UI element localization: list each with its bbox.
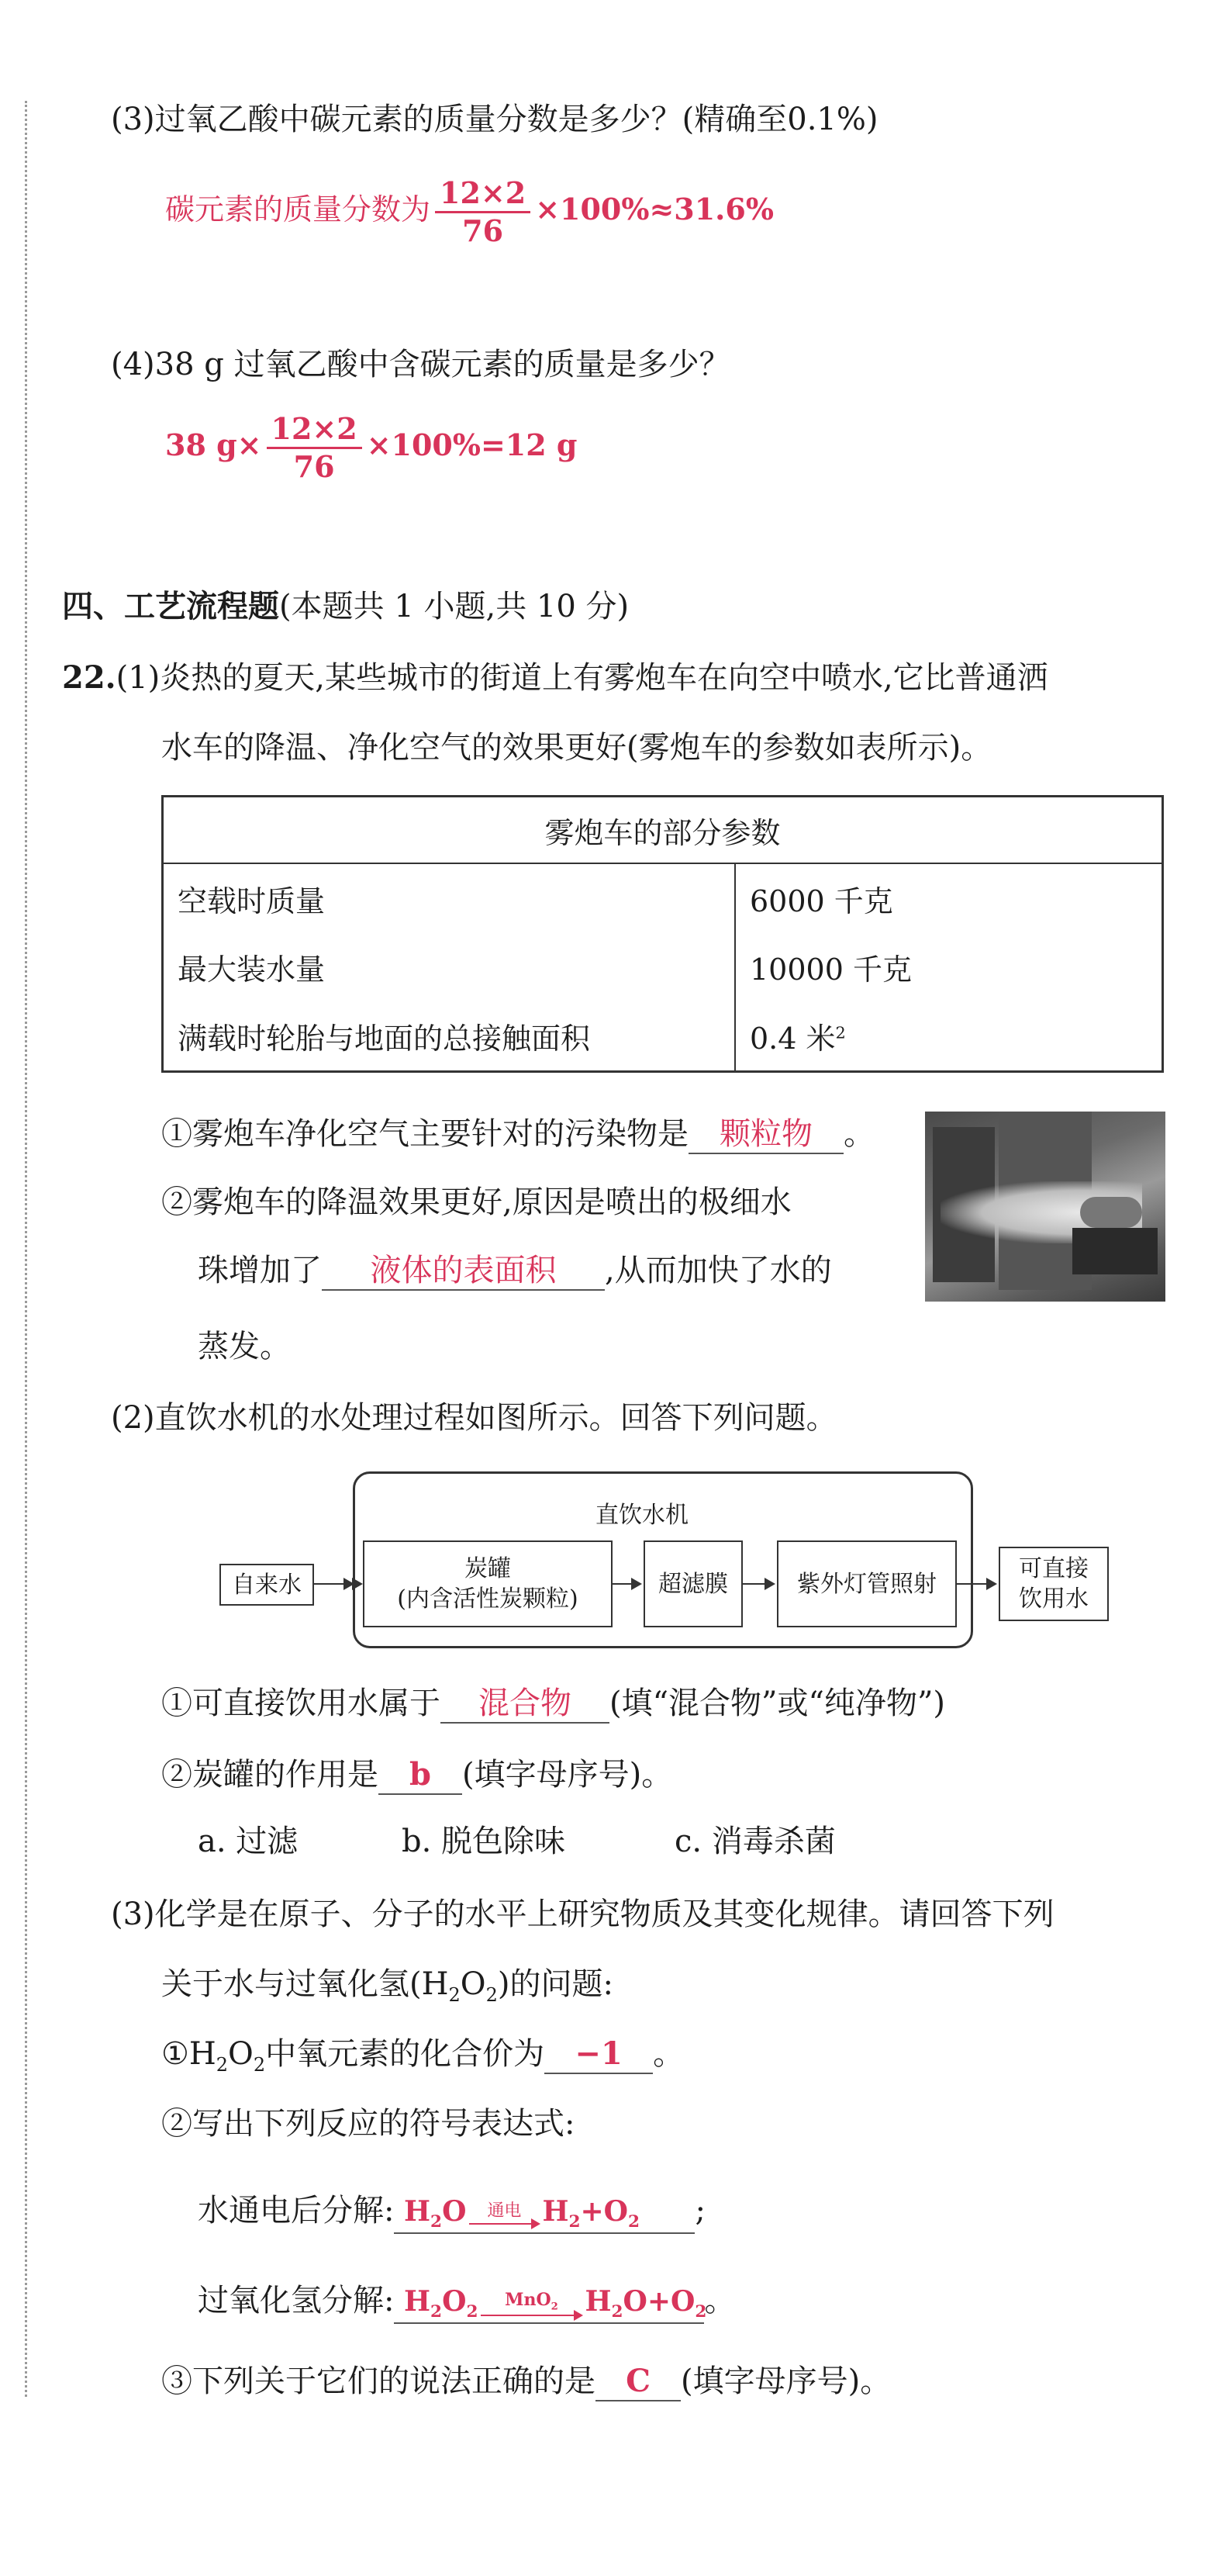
q21-part4-question: (4)38 g 过氧乙酸中含碳元素的质量是多少？ <box>111 347 730 382</box>
table-row <box>163 932 1163 1001</box>
flow-arrow <box>955 1583 996 1585</box>
section-4-title-bold: 四、工艺流程题 <box>62 588 279 624</box>
subscript: 2 <box>628 2212 640 2232</box>
subscript: 2 <box>430 2212 443 2232</box>
q22-part1-sub2-line3: 蒸发。 <box>198 1329 291 1364</box>
q21-part3-answer-suffix: ×100%≈31.6% <box>535 191 774 226</box>
sub1-answer-blank: 颗粒物 <box>689 1115 844 1154</box>
output-line1: 可直接 <box>1019 1555 1089 1582</box>
p2-sub1-answer-blank: 混合物 <box>440 1685 609 1724</box>
sub1-prefix: ①雾炮车净化空气主要针对的污染物是 <box>161 1116 689 1152</box>
subscript: 2 <box>568 2212 581 2232</box>
q21-part3-fraction <box>435 177 530 247</box>
sub2-answer-blank: 液体的表面积 <box>322 1252 605 1291</box>
reaction-2-answer-blank <box>394 2285 707 2324</box>
p2-sub1-suffix: (填“混合物”或“纯净物”) <box>609 1686 946 1721</box>
fog-cannon-params-table <box>161 795 1164 1073</box>
reaction-2 <box>198 2282 735 2324</box>
p3-sub3-suffix: (填字母序号)。 <box>681 2363 892 2399</box>
p2-sub2-suffix: (填字母序号)。 <box>462 1757 673 1793</box>
output-drinking-water-box <box>999 1547 1109 1621</box>
q22-part1-line2: 水车的降温、净化空气的效果更好(雾炮车的参数如表所示)。 <box>161 730 992 766</box>
text-fragment: O <box>228 2036 254 2072</box>
carbon-tank-box <box>363 1540 613 1627</box>
flow-arrow <box>611 1583 640 1585</box>
q21-part3-question: (3)过氧乙酸中碳元素的质量分数是多少？(精确至0.1%) <box>111 102 878 137</box>
text-fragment: )的问题: <box>497 1966 613 2002</box>
reaction-1-answer-blank <box>394 2195 695 2234</box>
q22-part3-line2 <box>161 1966 613 2007</box>
input-tap-water-box: 自来水 <box>219 1564 314 1606</box>
carbon-tank-title: 炭罐 <box>464 1555 511 1582</box>
subscript: 2 <box>695 2302 707 2322</box>
sub2-prefix: 珠增加了 <box>198 1253 322 1288</box>
formula-part: O+O <box>623 2285 696 2318</box>
fraction-numerator: 12×2 <box>435 177 530 213</box>
subscript: 2 <box>551 2301 558 2313</box>
machine-enclosure <box>353 1471 973 1648</box>
section-4-title-rest: (本题共 1 小题,共 10 分) <box>279 589 630 624</box>
p2-sub2-prefix: ②炭罐的作用是 <box>161 1757 378 1793</box>
machine-label: 直饮水机 <box>595 1502 689 1529</box>
reaction-1-label: 水通电后分解: <box>198 2193 395 2228</box>
catalyst-formula: MnO <box>505 2289 551 2310</box>
option-b: b. 脱色除味 <box>402 1824 566 1859</box>
text-fragment: 关于水与过氧化氢(H <box>161 1966 449 2002</box>
text-fragment: 。 <box>653 2036 685 2072</box>
ultrafiltration-membrane-box: 超滤膜 <box>644 1540 743 1627</box>
q22-part2-sub1 <box>161 1685 945 1724</box>
formula-part: H <box>404 2285 431 2318</box>
flow-arrow <box>312 1583 353 1585</box>
formula-part: O <box>442 2285 467 2318</box>
table-row <box>163 863 1163 932</box>
subscript: 2 <box>253 2054 266 2076</box>
table-cell-value: 6000 千克 <box>735 863 1163 932</box>
reaction-catalyst <box>505 2291 558 2312</box>
q21-part3-answer-prefix: 碳元素的质量分数为 <box>165 192 431 226</box>
formula-part: H <box>542 2195 569 2228</box>
section-4-title <box>62 588 629 625</box>
subscript: 2 <box>466 2302 478 2322</box>
uv-lamp-box: 紫外灯管照射 <box>777 1540 957 1627</box>
q21-part4-answer-suffix: ×100%=12 g <box>366 427 578 462</box>
subscript: 2 <box>611 2302 623 2322</box>
area-value: 0.4 米 <box>750 1021 836 1056</box>
q22-part1-sub1 <box>161 1115 875 1154</box>
fraction-denominator: 76 <box>293 448 335 484</box>
q22-part1-sub2-line2 <box>198 1252 832 1291</box>
fraction-numerator: 12×2 <box>267 413 362 449</box>
reaction-1-suffix: ; <box>695 2193 706 2228</box>
formula-part: H <box>585 2285 612 2318</box>
q22-part3-sub1 <box>161 2035 684 2076</box>
text-fragment: 中氧元素的化合价为 <box>265 2036 545 2072</box>
p3-sub3-answer-blank: C <box>595 2363 681 2401</box>
text-fragment: O <box>460 1966 486 2002</box>
table-cell-label: 满载时轮胎与地面的总接触面积 <box>163 1001 736 1072</box>
q22-part2-question: (2)直饮水机的水处理过程如图所示。回答下列问题。 <box>111 1400 837 1436</box>
option-c: c. 消毒杀菌 <box>675 1824 836 1859</box>
sub1-suffix: 。 <box>844 1116 875 1152</box>
reaction-2-suffix: 。 <box>704 2283 736 2318</box>
fog-cannon-truck-photo <box>925 1112 1165 1302</box>
reaction-2-label: 过氧化氢分解: <box>198 2283 395 2318</box>
flow-arrow <box>741 1583 774 1585</box>
table-cell-label: 最大装水量 <box>163 932 736 1001</box>
q21-part4-answer <box>165 413 578 483</box>
p3-sub1-answer-blank: −1 <box>544 2035 653 2074</box>
q22-part1-text: (1)炎热的夏天,某些城市的街道上有雾炮车在向空中喷水,它比普通洒 <box>116 660 1048 696</box>
q22-part3-sub2: ②写出下列反应的符号表达式: <box>161 2106 575 2142</box>
formula-part: O <box>442 2195 467 2228</box>
area-superscript: 2 <box>835 1023 846 1043</box>
p2-sub1-prefix: ①可直接饮用水属于 <box>161 1686 440 1721</box>
table-cell-label: 空载时质量 <box>163 863 736 932</box>
carbon-tank-note: (内含活性炭颗粒) <box>397 1585 578 1613</box>
table-cell-value <box>735 1001 1163 1072</box>
page-margin-dotted-line <box>25 101 27 2397</box>
reaction-condition: 通电 <box>487 2201 522 2221</box>
p2-sub2-answer-blank: b <box>378 1756 462 1795</box>
q22-part1-line1 <box>62 659 1048 697</box>
question-number: 22. <box>62 659 116 696</box>
flow-arrow <box>353 1583 361 1585</box>
q21-part4-answer-prefix: 38 g× <box>165 427 262 462</box>
fraction-denominator: 76 <box>462 213 504 248</box>
subscript: 2 <box>448 1984 461 2006</box>
table-header: 雾炮车的部分参数 <box>163 797 1163 864</box>
output-line2: 饮用水 <box>1019 1585 1089 1613</box>
reaction-1 <box>198 2192 706 2234</box>
option-a: a. 过滤 <box>198 1824 299 1859</box>
q22-part2-sub2 <box>161 1756 672 1795</box>
q22-part3-sub3 <box>161 2363 891 2401</box>
p3-sub3-prefix: ③下列关于它们的说法正确的是 <box>161 2363 595 2399</box>
subscript: 2 <box>430 2302 443 2322</box>
formula-part: H <box>404 2195 431 2228</box>
q21-part4-fraction <box>267 413 362 483</box>
reaction-arrow <box>481 2291 582 2317</box>
table-row <box>163 1001 1163 1072</box>
q21-part3-answer <box>165 177 774 247</box>
q22-part1-sub2-line1: ②雾炮车的降温效果更好,原因是喷出的极细水 <box>161 1184 792 1220</box>
q22-part3-line1: (3)化学是在原子、分子的水平上研究物质及其变化规律。请回答下列 <box>111 1897 1054 1932</box>
formula-part: +O <box>580 2195 629 2228</box>
subscript: 2 <box>216 2054 229 2076</box>
text-fragment: ①H <box>161 2036 216 2072</box>
subscript: 2 <box>485 1984 498 2006</box>
sub2-suffix: ,从而加快了水的 <box>605 1253 832 1288</box>
reaction-arrow <box>469 2203 539 2225</box>
table-cell-value: 10000 千克 <box>735 932 1163 1001</box>
